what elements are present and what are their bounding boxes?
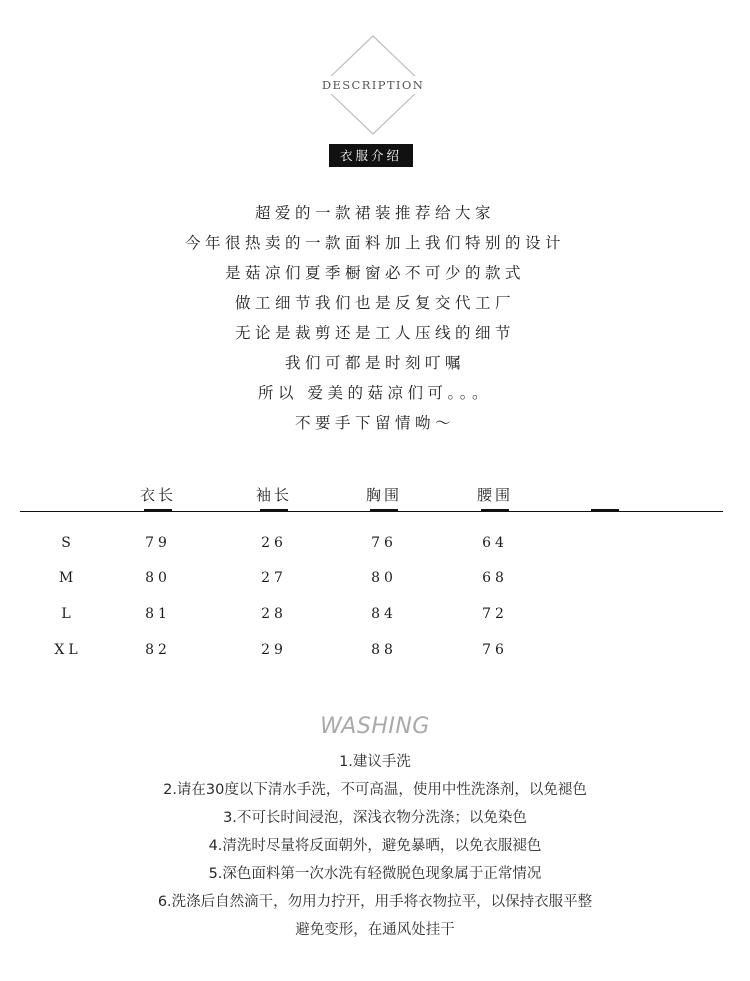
washing-item: 6.洗涤后自然滴干，勿用力拧开，用手将衣物拉平，以保持衣服平整 xyxy=(157,894,593,910)
table-cell: 27 xyxy=(261,570,287,586)
intro-line: 是菇凉们夏季橱窗必不可少的款式 xyxy=(224,264,525,282)
intro-line: 做工细节我们也是反复交代工厂 xyxy=(234,294,515,312)
washing-item: 1.建议手洗 xyxy=(339,754,411,770)
intro-line: 所以 爱美的菇凉们可。。。 xyxy=(258,384,492,402)
table-cell: 88 xyxy=(371,642,397,658)
table-cell: 72 xyxy=(482,606,508,622)
washing-instructions xyxy=(0,748,750,944)
table-cell: 76 xyxy=(371,535,397,551)
table-divider xyxy=(20,511,723,512)
section-title-badge: 衣服介绍 xyxy=(329,144,413,167)
column-header-sleeve: 袖长 xyxy=(255,486,292,504)
table-cell: 82 xyxy=(145,642,171,658)
table-cell: 84 xyxy=(371,606,397,622)
table-cell: 28 xyxy=(261,606,287,622)
size-label: S xyxy=(61,535,75,551)
column-header-bust: 胸围 xyxy=(365,486,402,504)
intro-line: 不要手下留情呦～ xyxy=(294,414,455,432)
product-intro xyxy=(0,198,750,438)
table-cell: 80 xyxy=(145,570,171,586)
description-heading: DESCRIPTION xyxy=(316,76,430,94)
column-header-length: 衣长 xyxy=(139,486,176,504)
intro-line: 今年很热卖的一款面料加上我们特别的设计 xyxy=(184,234,565,252)
washing-item: 4.清洗时尽量将反面朝外，避免暴晒，以免衣服褪色 xyxy=(208,838,542,854)
table-cell: 80 xyxy=(371,570,397,586)
table-cell: 26 xyxy=(261,535,287,551)
intro-line: 无论是裁剪还是工人压线的细节 xyxy=(234,324,515,342)
table-cell: 76 xyxy=(482,642,508,658)
table-cell: 81 xyxy=(145,606,171,622)
column-header-waist: 腰围 xyxy=(476,486,513,504)
table-cell: 79 xyxy=(145,535,171,551)
washing-item: 3.不可长时间浸泡，深浅衣物分洗涤；以免染色 xyxy=(223,810,527,826)
table-cell: 64 xyxy=(482,535,508,551)
washing-item: 2.请在30度以下清水手洗，不可高温，使用中性洗涤剂，以免褪色 xyxy=(163,782,587,798)
intro-line: 我们可都是时刻叮嘱 xyxy=(284,354,465,372)
size-label: XL xyxy=(54,642,82,658)
size-label: L xyxy=(61,606,75,622)
washing-item: 5.深色面料第一次水洗有轻微脱色现象属于正常情况 xyxy=(208,866,542,882)
washing-heading: WASHING xyxy=(320,714,430,739)
table-cell: 29 xyxy=(261,642,287,658)
size-label: M xyxy=(58,570,78,586)
table-cell: 68 xyxy=(482,570,508,586)
intro-line: 超爱的一款裙装推荐给大家 xyxy=(254,204,495,222)
washing-item: 避免变形，在通风处挂干 xyxy=(295,922,455,938)
